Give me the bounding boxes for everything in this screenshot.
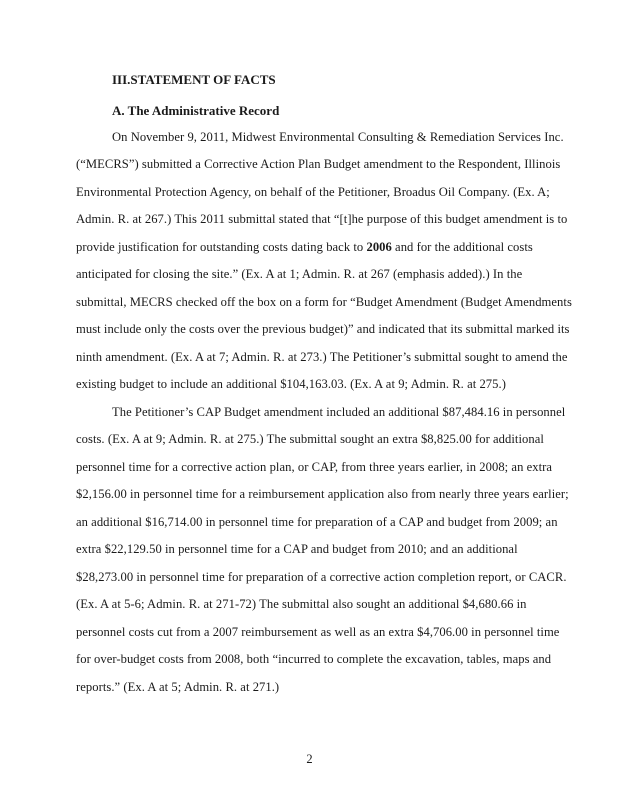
paragraph-2-line-1: The Petitioner’s CAP Budget amendment included an additional $87,484.16 in personnel bbox=[112, 405, 566, 419]
paragraph-1-line-2: (“MECRS”) submitted a Corrective Action Plan Budget amendment to the Respondent, Illinois bbox=[76, 157, 561, 171]
page-number: 2 bbox=[306, 752, 313, 766]
paragraph-1-line-3: Environmental Protection Agency, on behalf of the Petitioner, Broadus Oil Company. (Ex. A; bbox=[76, 185, 550, 199]
paragraph-2-line-11: reports.” (Ex. A at 5; Admin. R. at 271.) bbox=[76, 680, 280, 694]
paragraph-1-line-8: must include only the costs over the previous budget)” and indicated that its submittal marked its bbox=[76, 322, 570, 336]
paragraph-2-line-9: personnel costs cut from a 2007 reimbursement as well as an extra $4,706.00 in personnel time bbox=[76, 625, 560, 639]
emphasized-year: 2006 bbox=[366, 240, 392, 254]
paragraph-1-line-1: On November 9, 2011, Midwest Environmental Consulting & Remediation Services Inc. bbox=[112, 130, 564, 144]
paragraph-1-line-5 bbox=[76, 240, 533, 255]
paragraph-2-line-4: $2,156.00 in personnel time for a reimbursement application also from nearly three years earlier; bbox=[76, 487, 569, 501]
paragraph-2-line-2: costs. (Ex. A at 9; Admin. R. at 275.) The submittal sought an extra $8,825.00 for additional bbox=[76, 432, 544, 446]
paragraph-2-line-3: personnel time for a corrective action plan, or CAP, from three years earlier, in 2008; an extra bbox=[76, 460, 553, 474]
subsection-heading: A. The Administrative Record bbox=[112, 103, 280, 118]
paragraph-2-line-10: for over-budget costs from 2008, both “incurred to complete the excavation, tables, maps and bbox=[76, 652, 552, 666]
line-5-text: provide justification for outstanding costs dating back to bbox=[76, 240, 364, 254]
paragraph-2-line-6: extra $22,129.50 in personnel time for a CAP and budget from 2010; and an additional bbox=[76, 542, 518, 556]
paragraph-1-line-7: submittal, MECRS checked off the box on a form for “Budget Amendment (Budget Amendments bbox=[76, 295, 572, 309]
paragraph-1-line-9: ninth amendment. (Ex. A at 7; Admin. R. at 273.) The Petitioner’s submittal sought to amend the bbox=[76, 350, 568, 364]
paragraph-2-line-5: an additional $16,714.00 in personnel time for preparation of a CAP and budget from 2009; an bbox=[76, 515, 558, 529]
paragraph-1-line-10: existing budget to include an additional $104,163.03. (Ex. A at 9; Admin. R. at 275.) bbox=[76, 377, 506, 391]
paragraph-1-line-4: Admin. R. at 267.) This 2011 submittal stated that “[t]he purpose of this budget amendment is to bbox=[76, 212, 568, 226]
paragraph-2-line-7: $28,273.00 in personnel time for preparation of a corrective action completion report, or CACR. bbox=[76, 570, 567, 584]
line-5-suffix: and for the additional costs bbox=[391, 240, 533, 254]
section-heading: III.STATEMENT OF FACTS bbox=[112, 72, 276, 87]
paragraph-2-line-8: (Ex. A at 5-6; Admin. R. at 271-72) The submittal also sought an additional $4,680.66 in bbox=[76, 597, 527, 611]
paragraph-1-line-6: anticipated for closing the site.” (Ex. A at 1; Admin. R. at 267 (emphasis added).) In the bbox=[76, 267, 523, 281]
